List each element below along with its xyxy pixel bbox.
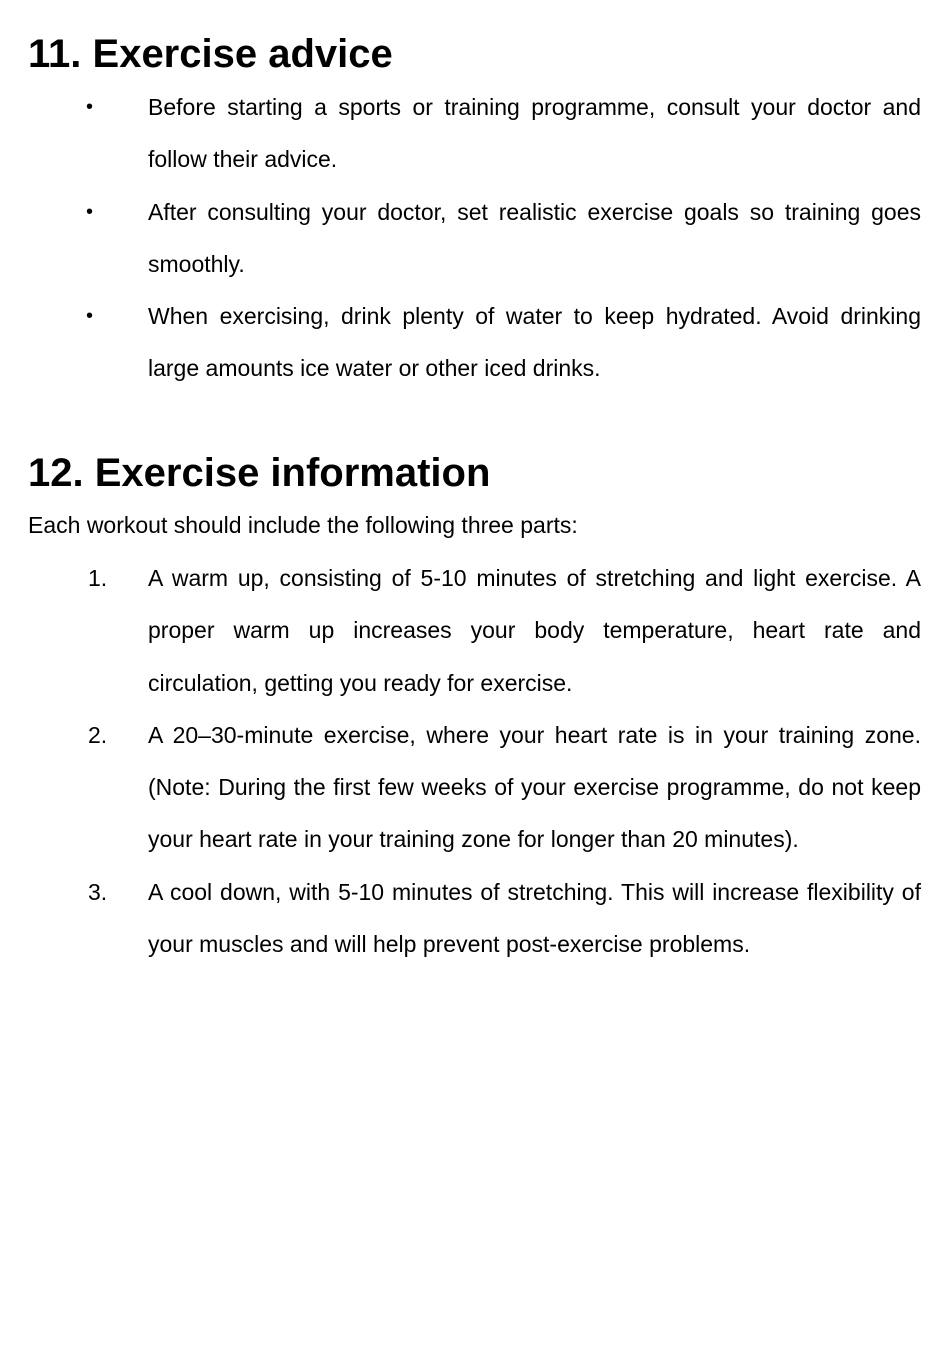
list-item (0, 866, 950, 971)
section-12-intro: Each workout should include the following three parts: (28, 512, 578, 538)
list-item (0, 552, 950, 709)
advice-text: When exercising, drink plenty of water to keep hydrated. Avoid drinking large amounts ice water or other iced drinks. (148, 303, 921, 382)
step-number: 2. (88, 721, 108, 748)
step-text: A warm up, consisting of 5-10 minutes of stretching and light exercise. A proper warm up increases your body temperature, heart rate and circulation, getting you ready for exercise. (148, 565, 921, 696)
step-text: A 20–30-minute exercise, where your heart rate is in your training zone. (Note: During the first few weeks of your exercise programme, do not keep your heart rate in your training zone for longer than 20 minutes). (148, 721, 921, 853)
section-11-heading: 11. Exercise advice (28, 32, 393, 76)
advice-text: After consulting your doctor, set realistic exercise goals so training goes smoothly. (148, 198, 921, 277)
section-12-heading: 12. Exercise information (28, 451, 491, 495)
list-item (0, 290, 950, 395)
list-item (0, 81, 950, 186)
workout-parts-list (0, 552, 950, 970)
bullet-icon: • (86, 200, 94, 223)
exercise-advice-list (0, 81, 950, 395)
step-number: 1. (88, 565, 108, 591)
list-item (0, 186, 950, 291)
step-number: 3. (88, 878, 108, 905)
bullet-icon: • (86, 305, 94, 328)
advice-text: Before starting a sports or training programme, consult your doctor and follow their advice. (148, 94, 921, 173)
step-text: A cool down, with 5-10 minutes of stretching. This will increase flexibility of your muscles and will help prevent post-exercise problems. (148, 878, 921, 958)
bullet-icon: • (86, 96, 94, 118)
list-item (0, 709, 950, 866)
